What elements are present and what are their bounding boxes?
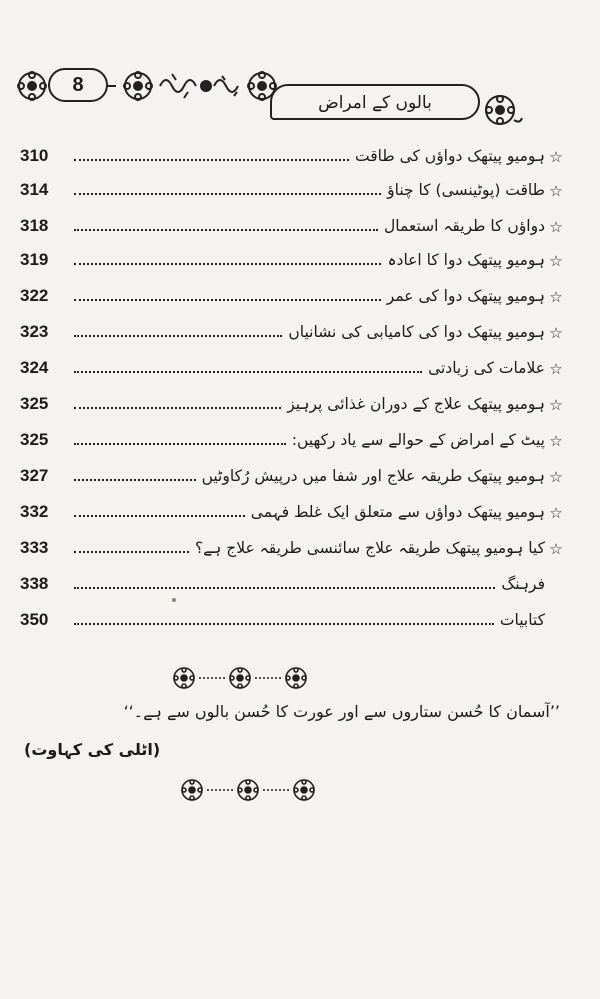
toc-page-number: 325 [20, 430, 49, 449]
toc-entry[interactable]: ☆ ہومیو پیتھک دوا کا اعادہ 319 [20, 242, 565, 272]
toc-page-number: 323 [20, 322, 49, 341]
proverb-quote: ’’آسمان کا حُسن ستاروں سے اور عورت کا حُسن بالوں سے ہے۔‘‘ [123, 702, 560, 721]
dot-leader [74, 192, 381, 195]
dot-leader [74, 370, 422, 373]
star-icon: ☆ [549, 252, 563, 270]
star-icon: ☆ [549, 182, 563, 200]
toc-entry[interactable]: ☆ ہومیو پیتھک دوا کی کامیابی کی نشانیاں 323 [20, 314, 565, 344]
toc-entry[interactable]: ☆ طاقت (پوٹینسی) کا چناؤ 314 [20, 172, 565, 202]
paper-speck [172, 598, 176, 602]
toc-page-number: 333 [20, 538, 49, 557]
toc-entry[interactable]: ☆ علامات کی زیادتی 324 [20, 350, 565, 380]
star-icon: ☆ [549, 396, 563, 414]
toc-entry[interactable]: کتابیات 350 [20, 602, 565, 632]
toc-entry[interactable]: ☆ دواؤں کا طریقہ استعمال 318 [20, 208, 565, 238]
rosette-divider-icon [178, 776, 318, 804]
dot-leader [74, 158, 349, 161]
toc-entry[interactable]: ☆ کیا ہومیو پیتھک طریقہ علاج سائنسی طریقہ علاج ہے؟ 333 [20, 530, 565, 560]
toc-entry[interactable]: ☆ ہومیو پیتھک دواؤں کی طاقت 310 [20, 138, 565, 168]
toc-page-number: 314 [20, 180, 49, 199]
star-icon: ☆ [549, 432, 563, 450]
star-icon: ☆ [549, 540, 563, 558]
page-number-badge: 8 [48, 68, 108, 102]
toc-page-number: 322 [20, 286, 49, 305]
star-icon: ☆ [549, 324, 563, 342]
star-icon: ☆ [549, 288, 563, 306]
rosette-divider-icon [170, 664, 310, 692]
star-icon: ☆ [549, 218, 563, 236]
toc-page-number: 310 [20, 146, 49, 165]
star-icon: ☆ [549, 148, 563, 166]
dot-leader [74, 442, 286, 445]
toc-entry[interactable]: ☆ ہومیو پیتھک دواؤں سے متعلق ایک غلط فہمی 332 [20, 494, 565, 524]
dot-leader [74, 514, 245, 517]
star-icon: ☆ [549, 360, 563, 378]
toc-page-number: 324 [20, 358, 49, 377]
star-icon: ☆ [549, 468, 563, 486]
dot-leader [74, 586, 495, 589]
dot-leader [74, 298, 381, 301]
dot-leader [74, 228, 378, 231]
toc-entry[interactable]: ☆ پیٹ کے امراض کے حوالے سے یاد رکھیں: 325 [20, 422, 565, 452]
dot-leader [74, 478, 196, 481]
toc-page-number: 325 [20, 394, 49, 413]
toc-entry[interactable]: فرہنگ 338 [20, 566, 565, 596]
toc-page-number: 350 [20, 610, 49, 629]
running-title: بالوں کے امراض [270, 84, 480, 120]
toc-entry[interactable]: ☆ ہومیو پیتھک دوا کی عمر 322 [20, 278, 565, 308]
toc-page-number: 318 [20, 216, 49, 235]
page-header [0, 58, 600, 138]
toc-page-number: 338 [20, 574, 49, 593]
header-ornament-right-icon [478, 90, 524, 130]
toc-entry[interactable]: ☆ ہومیو پیتھک علاج کے دوران غذائی پرہیز 325 [20, 386, 565, 416]
toc-page-number: 327 [20, 466, 49, 485]
dot-leader [74, 262, 381, 265]
star-icon: ☆ [549, 504, 563, 522]
dot-leader [74, 334, 282, 337]
dot-leader [74, 622, 494, 625]
dot-leader [74, 550, 189, 553]
toc-entry[interactable]: ☆ ہومیو پیتھک طریقہ علاج اور شفا میں درپیش رُکاوٹیں 327 [20, 458, 565, 488]
toc-page-number: 319 [20, 250, 49, 269]
proverb-attribution: (اٹلی کی کہاوت) [24, 740, 161, 759]
toc-page-number: 332 [20, 502, 49, 521]
dot-leader [74, 406, 281, 409]
